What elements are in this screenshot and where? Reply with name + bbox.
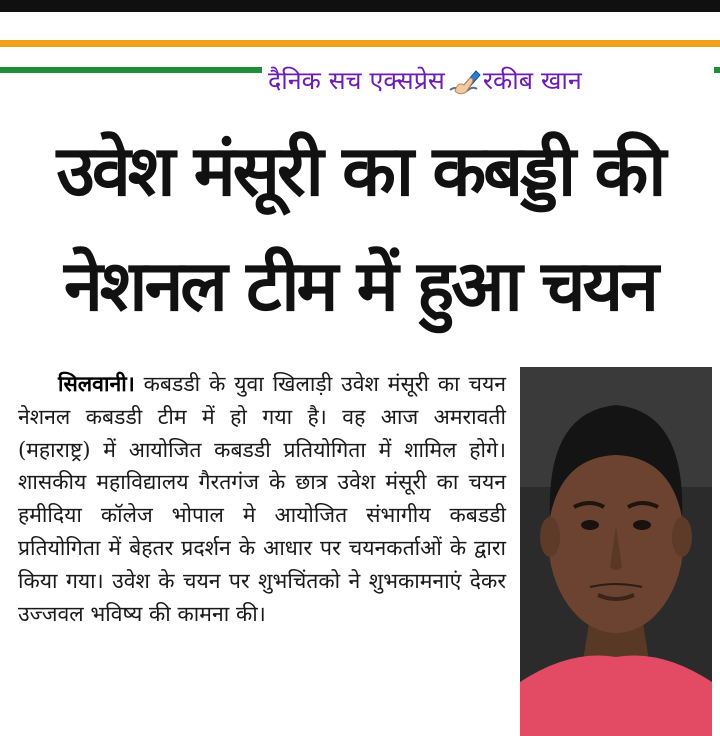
publication-name: दैनिक सच एक्सप्रेस: [268, 66, 445, 95]
player-photo: [520, 367, 712, 736]
headline-line-2: नेशनल टीम में हुआ चयन: [64, 245, 656, 327]
byline-credit: [268, 63, 582, 99]
saffron-rule: [0, 40, 720, 47]
pen-writing-icon: [447, 65, 481, 97]
article-text: कबडडी के युवा खिलाड़ी उवेश मंसूरी का चयन नेशनल कबडडी टीम में हो गया है। वह आज अमरावती (महाराष्ट्र) में आयोजित कबडडी प्रतियोगिता में शामिल होगे। शासकीय महाविद्यालय गैरतगंज के छात्र उवेश मंसूरी का चयन हमीदिया कॉलेज भोपाल मे आयोजित संभागीय कबडडी प्रतियोगिता में बेहतर प्रदर्शन के आधार पर चयनकर्ताओं के द्वारा किया गया। उवेश के चयन पर शुभचिंतको ने शुभकामनाएं देकर उज्जवल भविष्य की कामना की।: [18, 371, 506, 626]
dateline: सिलवानी।: [58, 371, 135, 396]
article-body: [18, 368, 506, 630]
top-border: [0, 0, 720, 12]
headline-line-1: उवेश मंसूरी का कबड्डी की: [56, 130, 664, 212]
reporter-name: रकीब खान: [482, 66, 582, 95]
